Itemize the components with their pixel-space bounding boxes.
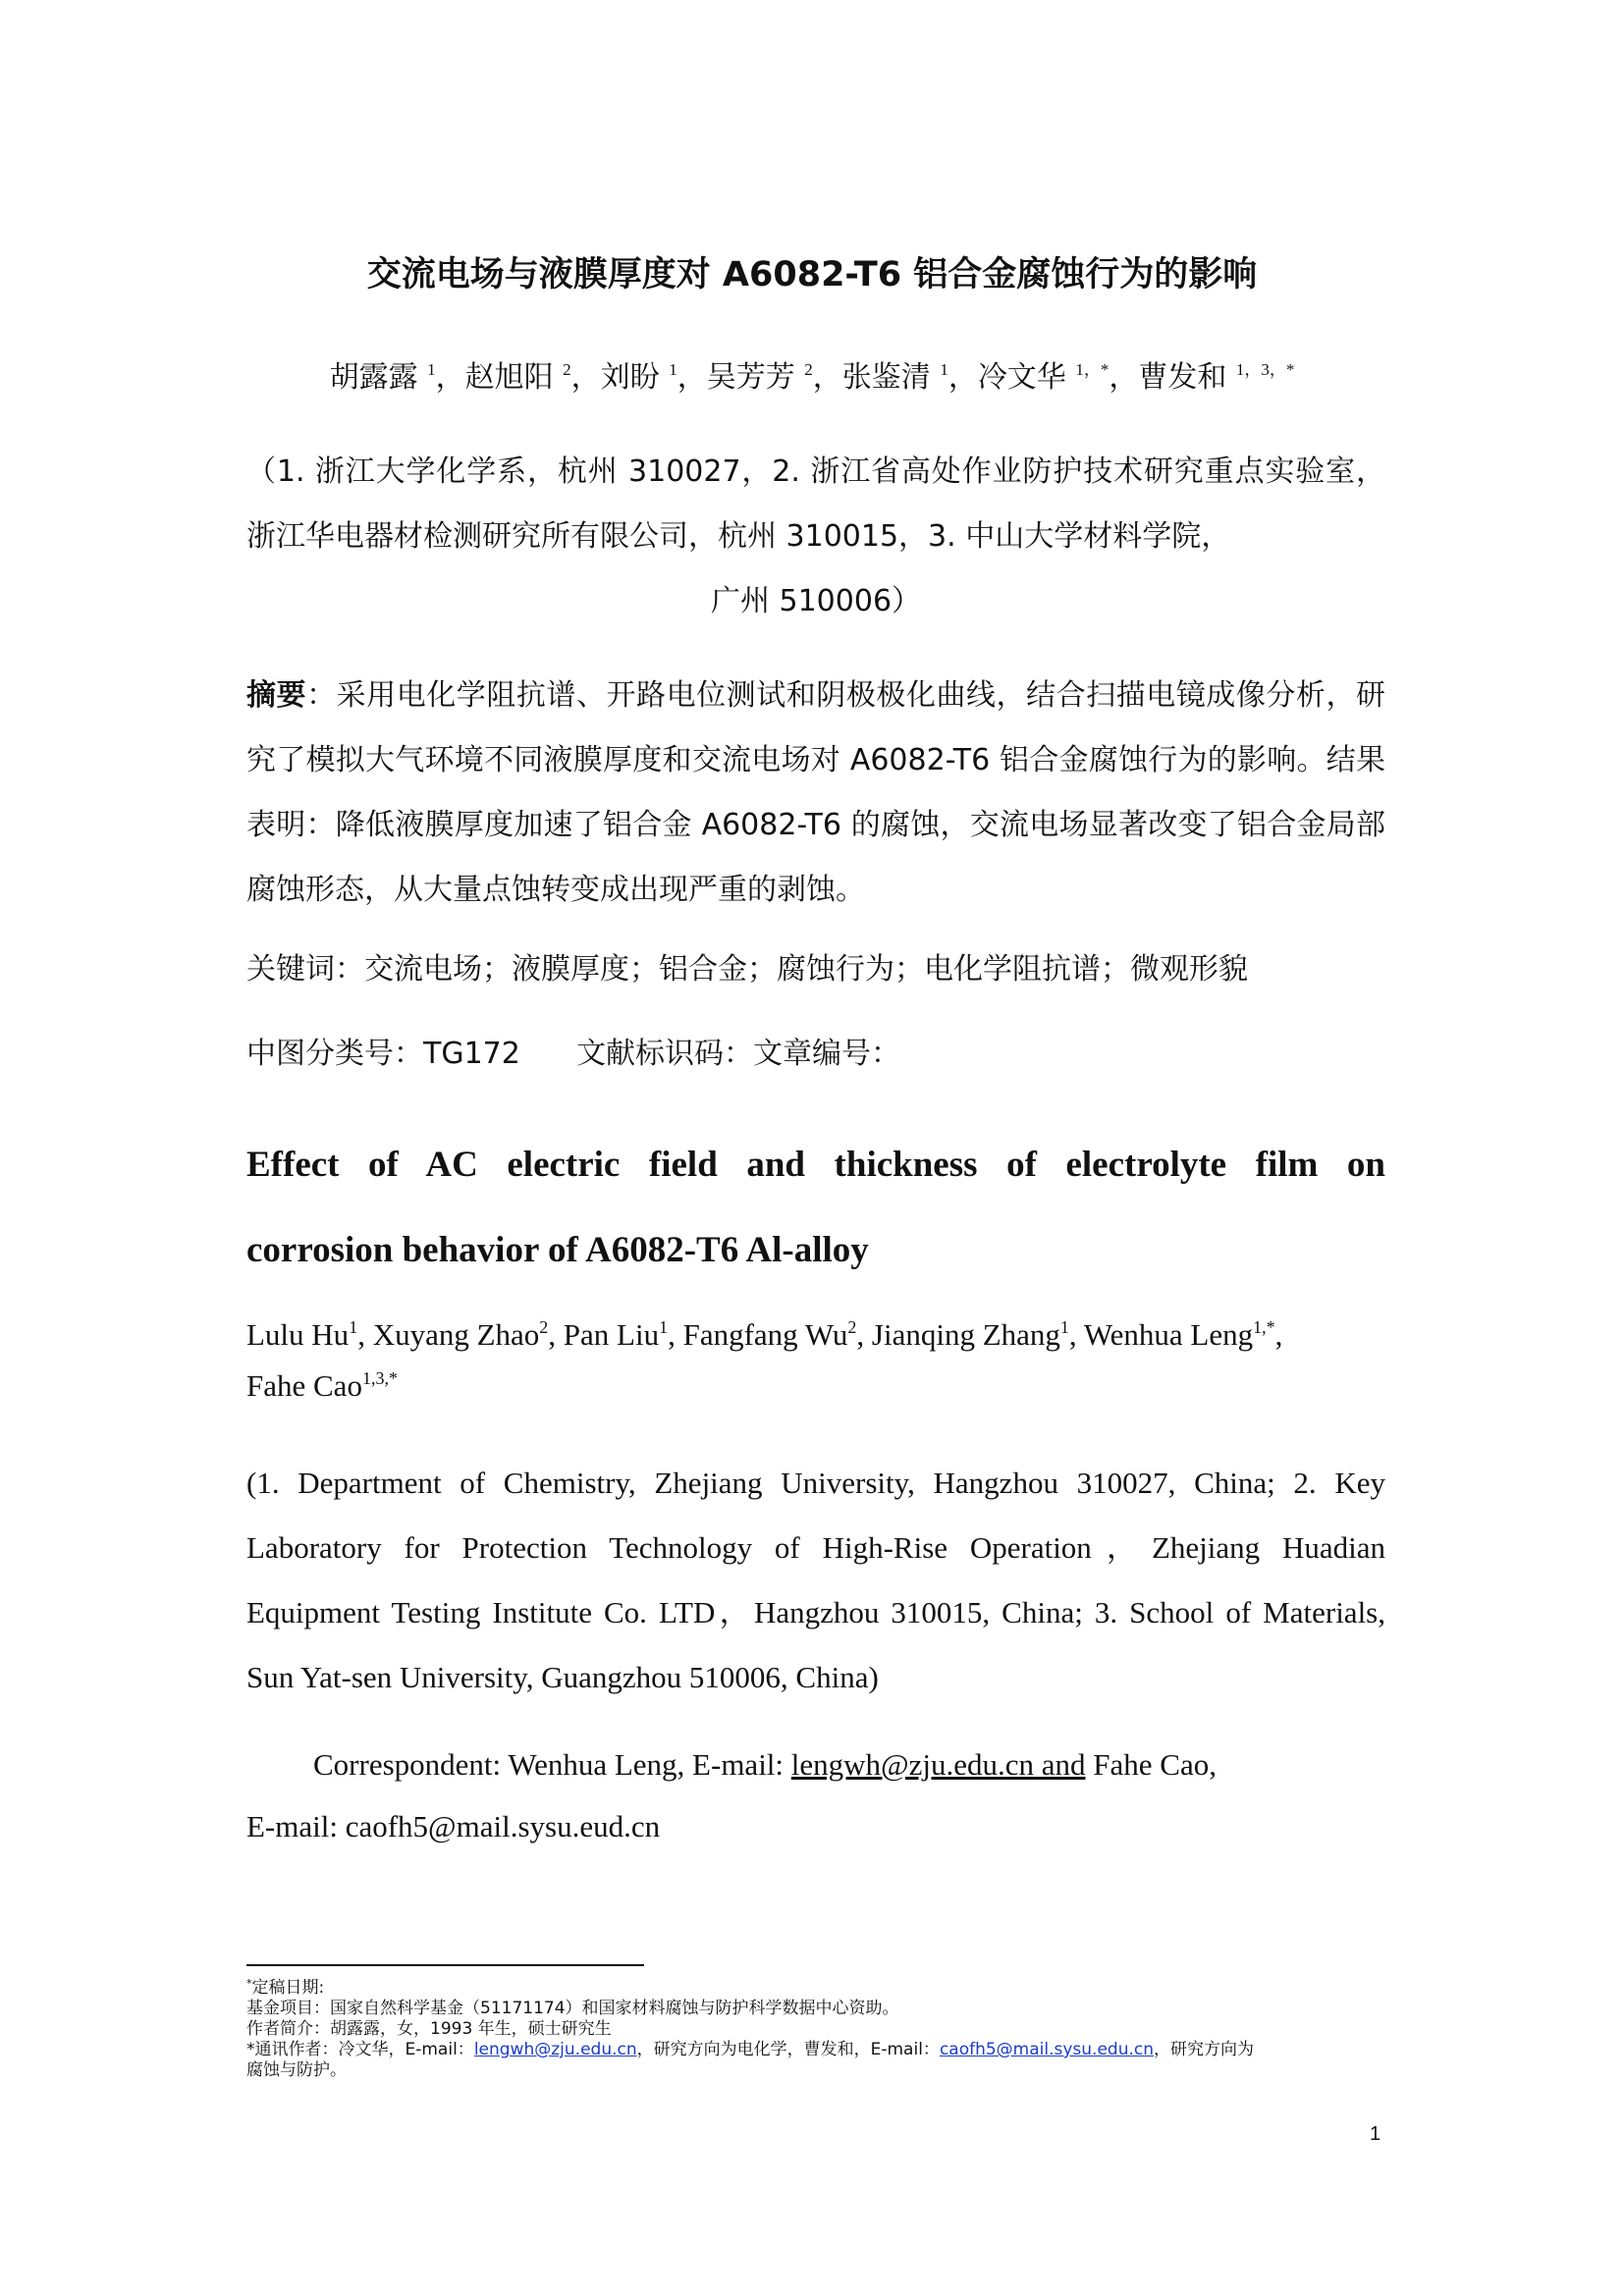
chinese-title: 交流电场与液膜厚度对 A6082-T6 铝合金腐蚀行为的影响	[366, 255, 1258, 294]
abstract-text: ：采用电化学阻抗谱、开路电位测试和阴极极化曲线，结合扫描电镜成像分析，研究了模拟大气环境不同液膜厚度和交流电场对 A6082-T6 铝合金腐蚀行为的影响。结果表明：降低液膜厚度加速了铝合金 A6082-T6 的腐蚀，交流电场显著改变了铝合金局部腐蚀形态，从大量点蚀转变成出现严重的剥蚀。	[246, 678, 1386, 907]
footnote-email-link-2[interactable]: caofh5@mail.sysu.edu.cn	[939, 2040, 1155, 2059]
author-cn: 吴芳芳 $^2$	[706, 360, 813, 395]
author-en: Wenhua Leng$^{1,*}$	[1083, 1317, 1275, 1352]
abstract-label: 摘要	[246, 678, 307, 713]
clc-number: 中图分类号：TG172	[246, 1037, 520, 1071]
author-en: Jianqing Zhang$^1$	[871, 1317, 1069, 1352]
author-cn: 胡露露 $^1$	[329, 360, 436, 395]
correspondent-email-link[interactable]: lengwh@zju.edu.cn and	[790, 1747, 1086, 1782]
classification-line	[246, 1025, 1385, 1084]
footnote-email-link-1[interactable]: lengwh@zju.edu.cn	[473, 2040, 637, 2059]
correspondent-block: Correspondent: Wenhua Leng, E-mail: lengwh@zju.edu.cn and Fahe Cao, E-mail: caofh5@mail.sysu.eud.cn	[246, 1747, 1217, 1843]
footnote-rule	[246, 1964, 644, 1966]
footnotes: *定稿日期: 基金项目：国家自然科学基金（51171174）和国家材料腐蚀与防护科学数据中心资助。 作者简介：胡露露，女，1993 年生，硕士研究生 *通讯作者：冷文华，E-mail：lengwh@zju.edu.cn，研究方向为电化学，曹发和，E-mail：caofh5@mail.sysu.edu.cn，研究方向为 腐蚀与防护。	[246, 1977, 1255, 2080]
english-author-list: Lulu Hu$^1$, Xuyang Zhao$^2$, Pan Liu$^1$, Fangfang Wu$^2$, Jianqing Zhang$^1$, Wenhua Leng$^{1,*}$, Fahe Cao$^{1,3,*}$	[246, 1317, 1283, 1403]
chinese-affiliations: （1. 浙江大学化学系，杭州 310027，2. 浙江省高处作业防护技术研究重点实验室，浙江华电器材检测研究所有限公司，杭州 310015，3. 中山大学材料学院， 广州 510006）	[246, 454, 1385, 618]
chinese-abstract	[246, 664, 1385, 923]
chinese-author-list: 胡露露 $^1$，赵旭阳 $^2$，刘盼 $^1$，吴芳芳 $^2$，张鉴清 $^1$，冷文华 $^{1,*}$，曹发和 $^{1,3,*}$	[329, 360, 1295, 395]
author-en: Fangfang Wu$^2$	[682, 1317, 857, 1352]
chinese-keywords: 关键词：交流电场；液膜厚度；铝合金；腐蚀行为；电化学阻抗谱；微观形貌	[246, 952, 1248, 987]
english-affiliations: (1. Department of Chemistry, Zhejiang University, Hangzhou 310027, China; 2. Key Laboratory for Protection Technology of High-Rise Operation，Zhejiang Huadian Equipment Testing Institute Co. LTD，Hangzhou 310015, China; 3. School of Materials, Sun Yat-sen University, Guangzhou 510006, China)	[246, 1466, 1385, 1694]
author-cn: 冷文华 $^{1,*}$	[977, 360, 1110, 395]
author-cn: 刘盼 $^1$	[600, 360, 677, 395]
author-cn: 赵旭阳 $^2$	[464, 360, 571, 395]
english-title: Effect of AC electric field and thickness of electrolyte film on corrosion behavior of A6082-T6 Al-alloy	[246, 1145, 1385, 1270]
author-en: Fahe Cao$^{1,3,*}$	[246, 1368, 398, 1403]
author-en: Lulu Hu$^1$	[246, 1317, 358, 1352]
author-en: Xuyang Zhao$^2$	[372, 1317, 549, 1352]
document-code: 文献标识码：文章编号：	[576, 1037, 901, 1071]
author-en: Pan Liu$^1$	[563, 1317, 669, 1352]
author-cn: 曹发和 $^{1,3,*}$	[1138, 360, 1295, 395]
page-number: 1	[1370, 2123, 1381, 2145]
author-cn: 张鉴清 $^1$	[841, 360, 948, 395]
